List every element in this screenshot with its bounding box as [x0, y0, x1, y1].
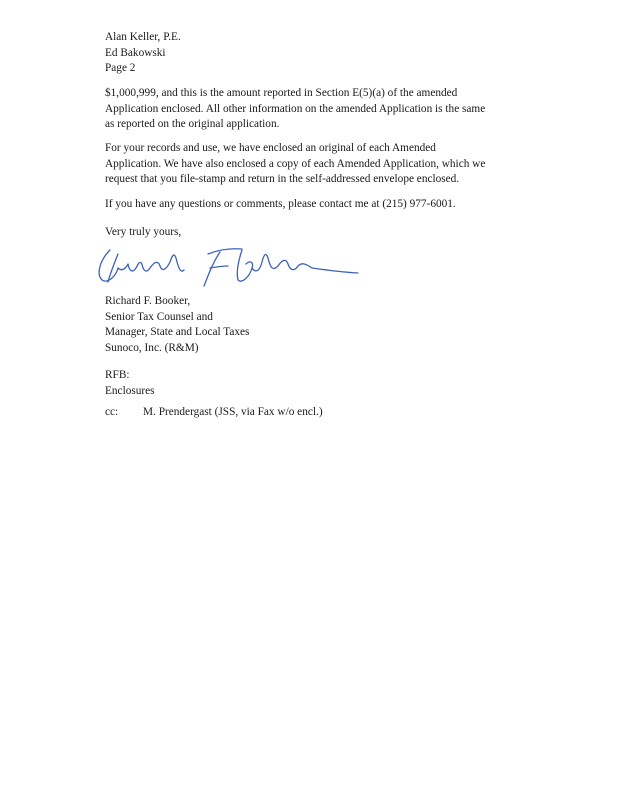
letter-header	[105, 30, 545, 77]
carbon-copy-line	[105, 405, 505, 421]
paragraph-line: If you have any questions or comments, please contact me at (215) 977-6001.	[105, 198, 456, 210]
header-recipient-2: Ed Bakowski	[105, 46, 166, 59]
paragraph-line: Application enclosed. All other information on the amended Application is the same	[105, 102, 486, 115]
reference-initials	[105, 368, 545, 399]
signer-title: Senior Tax Counsel and	[105, 310, 213, 323]
page-number: Page 2	[105, 62, 136, 74]
paragraph-line: request that you file-stamp and return in the self-addressed envelope enclosed.	[105, 173, 460, 185]
body-paragraph-3	[105, 197, 545, 213]
enclosures-note: Enclosures	[105, 384, 155, 397]
paragraph-line: Application. We have also enclosed a copy of each Amended Application, which we	[105, 157, 486, 170]
handwritten-signature	[92, 240, 362, 288]
typist-initials: RFB:	[105, 369, 130, 381]
cc-label: cc:	[105, 406, 119, 418]
signer-company: Sunoco, Inc. (R&M)	[105, 341, 199, 354]
body-paragraph-2	[105, 141, 545, 188]
paragraph-line: as reported on the original application.	[105, 118, 280, 130]
signer-name: Richard F. Booker,	[105, 295, 191, 307]
closing-text: Very truly yours,	[105, 226, 182, 238]
signer-title: Manager, State and Local Taxes	[105, 326, 250, 338]
complimentary-close	[105, 225, 545, 241]
signature-block	[105, 294, 545, 356]
paragraph-line: $1,000,999, and this is the amount reported in Section E(5)(a) of the amended	[105, 87, 458, 99]
paragraph-line: For your records and use, we have enclosed an original of each Amended	[105, 142, 436, 154]
header-recipient-1: Alan Keller, P.E.	[105, 31, 181, 43]
cc-recipient: M. Prendergast (JSS, via Fax w/o encl.)	[143, 406, 323, 418]
body-paragraph-1	[105, 86, 545, 133]
